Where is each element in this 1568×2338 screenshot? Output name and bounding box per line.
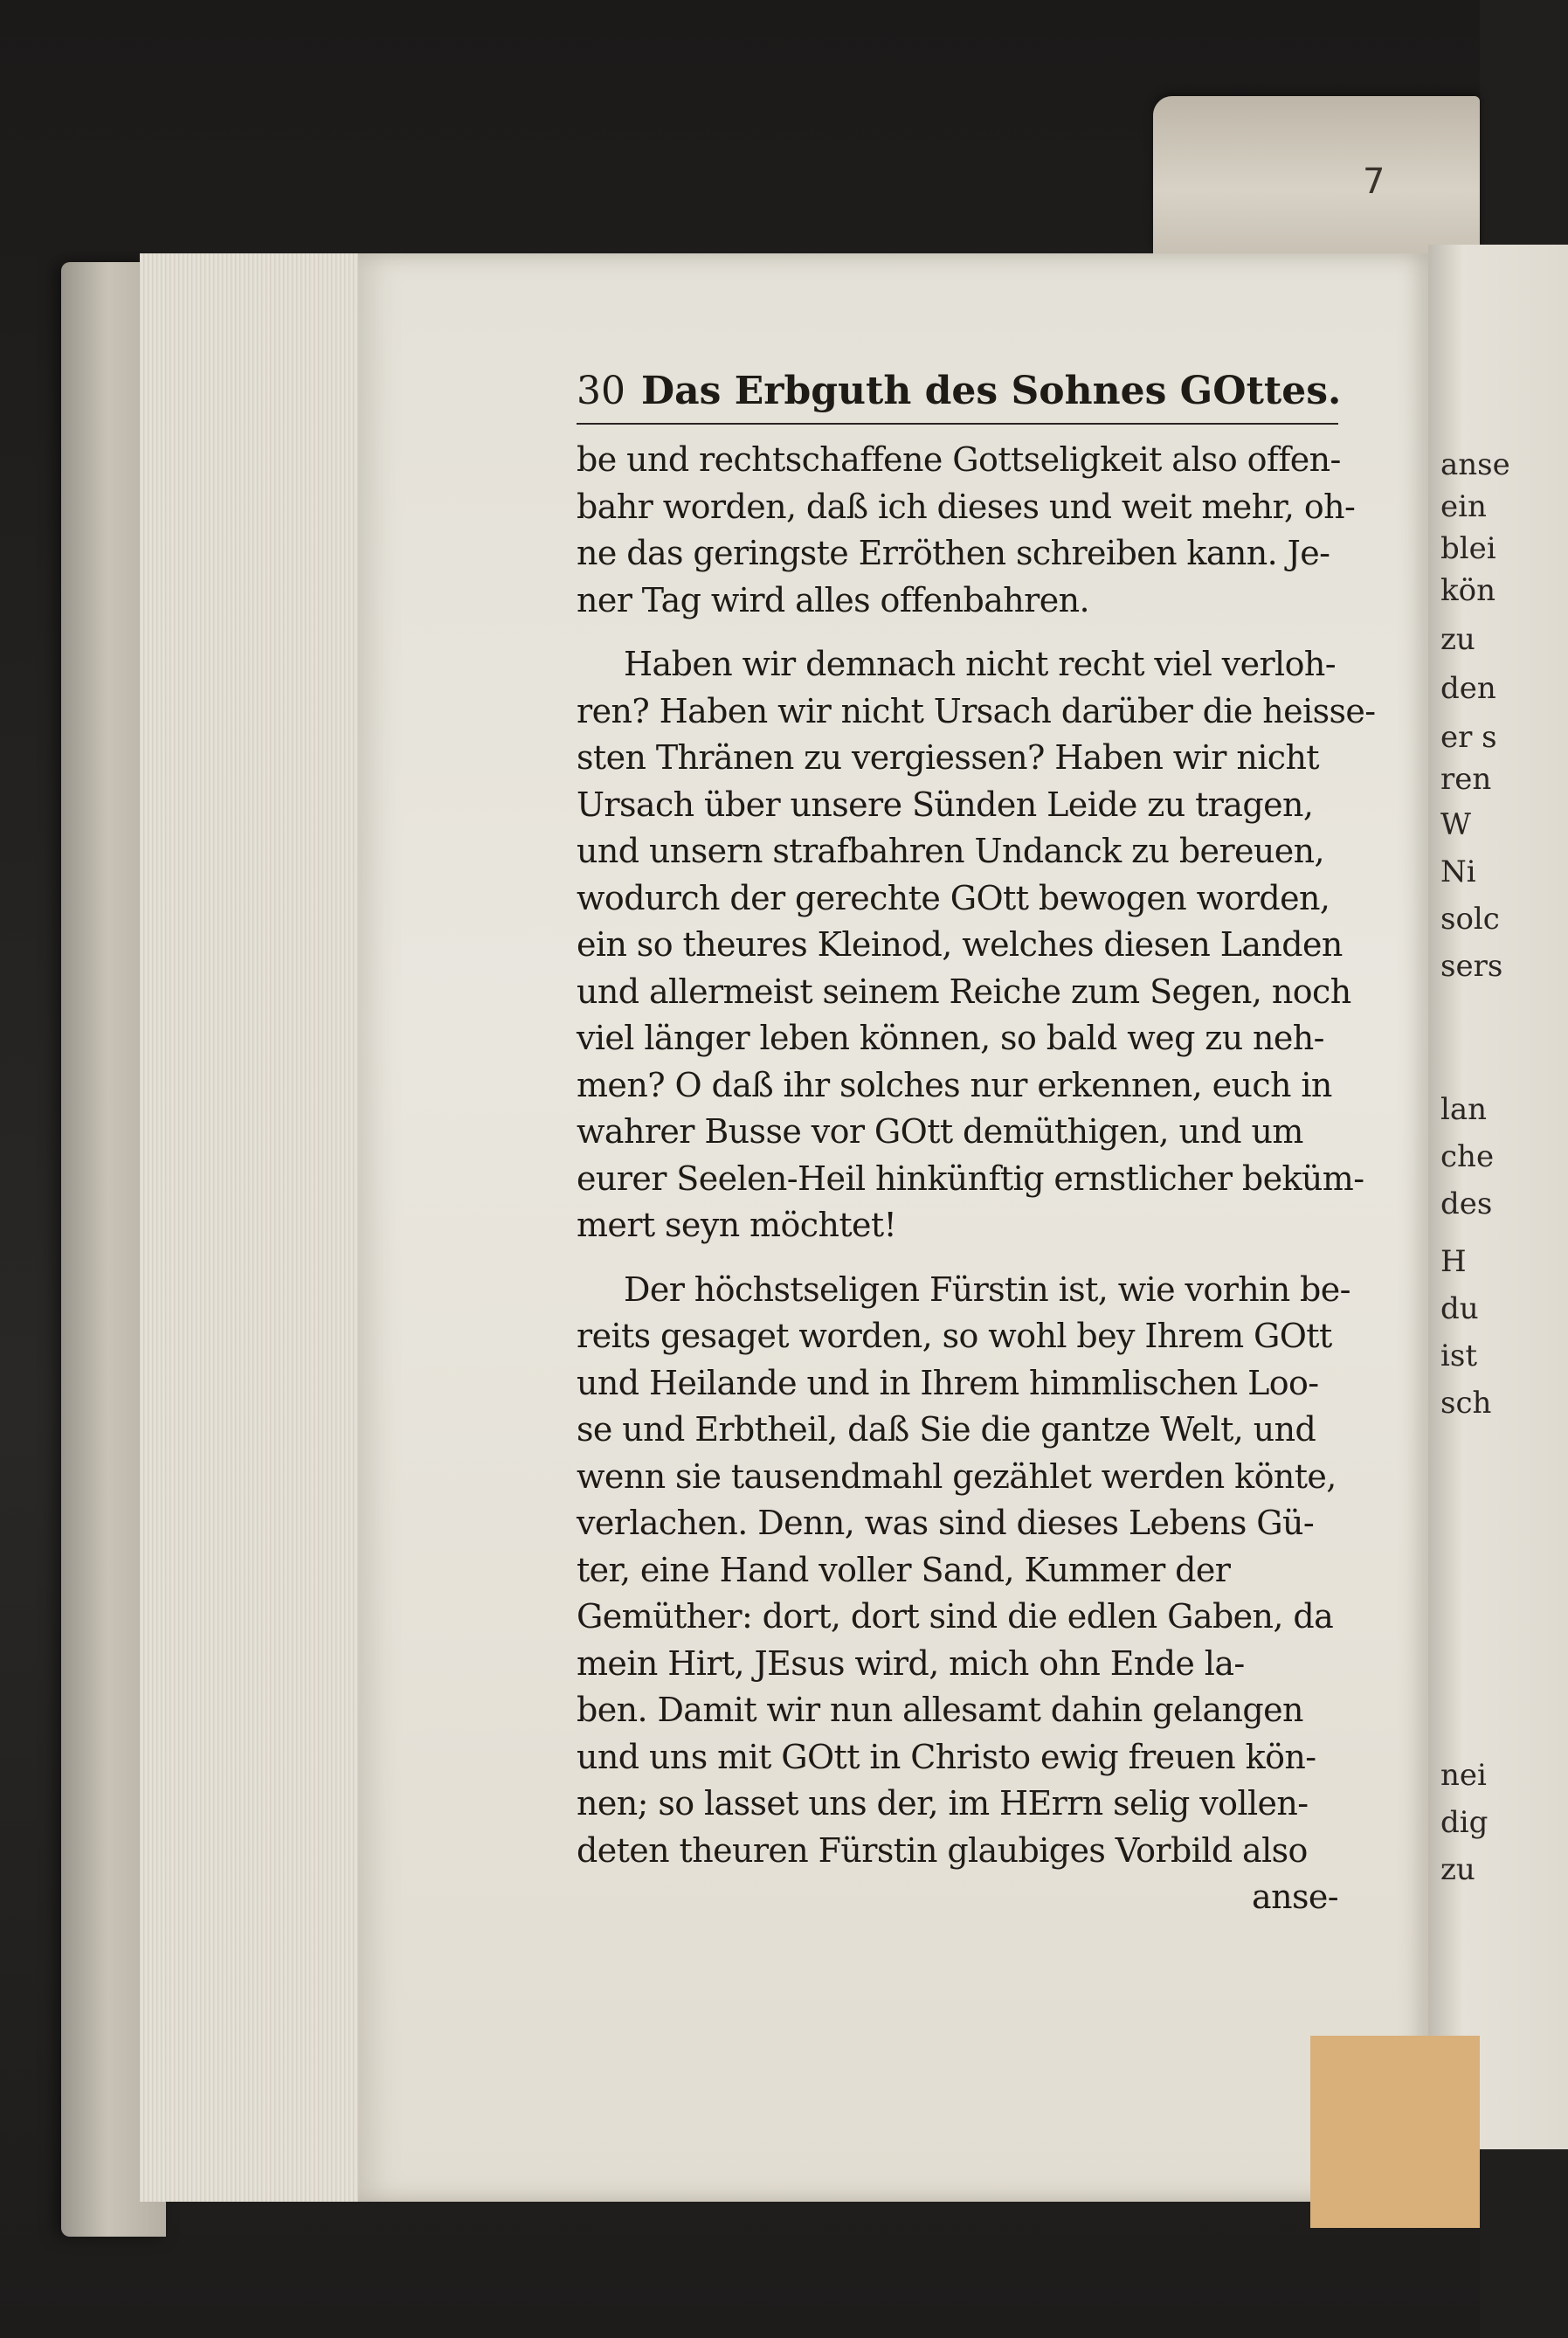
facing-page-fragment: W	[1440, 807, 1471, 842]
facing-page-fragment: sch	[1440, 1386, 1492, 1421]
facing-page-fragment: zu	[1440, 622, 1475, 657]
facing-page-fragment: Ni	[1440, 854, 1476, 889]
paragraph	[577, 641, 1376, 1249]
page-number: 30	[577, 369, 625, 413]
text-line: und unsern strafbahren Undanck zu bereuen,	[577, 832, 1325, 870]
text-line: ben. Damit wir nun allesamt dahin gelangen	[577, 1691, 1303, 1729]
text-line: deten theuren Fürstin glaubiges Vorbild also	[577, 1830, 1308, 1870]
text-line: sten Thränen zu vergiessen? Haben wir nicht	[577, 738, 1319, 777]
facing-page-fragment: nei	[1440, 1758, 1487, 1793]
paragraph	[577, 1267, 1350, 1875]
facing-page-fragment: den	[1440, 671, 1496, 706]
text-line: wenn sie tausendmahl gezählet werden könte,	[577, 1456, 1337, 1496]
text-line: und uns mit GOtt in Christo ewig freuen kön-	[577, 1737, 1316, 1776]
text-line: Der höchstseligen Fürstin ist, wie vorhin be-	[624, 1269, 1350, 1309]
catchword: anse-	[1252, 1878, 1338, 1916]
text-line: verlachen. Denn, was sind dieses Lebens Gü-	[577, 1504, 1315, 1542]
text-line: nen; so lasset uns der, im HErrn selig vollen-	[577, 1784, 1309, 1823]
text-line: wodurch der gerechte GOtt bewogen worden,	[577, 878, 1330, 917]
text-line: ter, eine Hand voller Sand, Kummer der	[577, 1550, 1231, 1589]
facing-page-fragment: che	[1440, 1139, 1495, 1174]
page-tabs	[1153, 96, 1480, 253]
facing-page-fragment: sers	[1440, 949, 1503, 984]
paragraph	[577, 437, 1356, 624]
text-line: ein so theures Kleinod, welches diesen Landen	[577, 925, 1343, 964]
text-line: und allermeist seinem Reiche zum Segen, noch	[577, 972, 1351, 1011]
bookmark-strip	[1310, 2036, 1480, 2228]
facing-page-fragment: H	[1440, 1244, 1467, 1279]
running-head: Das Erbguth des Sohnes GOttes.	[641, 369, 1342, 413]
page-text	[577, 365, 1376, 1921]
text-line: men? O daß ihr solches nur erkennen, euch in	[577, 1065, 1332, 1104]
text-line: wahrer Busse vor GOtt demüthigen, und um	[577, 1112, 1303, 1151]
text-line: eurer Seelen-Heil hinkünftig ernstlicher beküm-	[577, 1159, 1364, 1198]
text-line: se und Erbtheil, daß Sie die gantze Welt, und	[577, 1410, 1316, 1449]
running-header	[577, 365, 1342, 425]
text-line: mein Hirt, JEsus wird, mich ohn Ende la-	[577, 1643, 1245, 1683]
facing-page-fragment: du	[1440, 1291, 1479, 1326]
text-line: bahr worden, daß ich dieses und weit mehr, oh-	[577, 487, 1356, 526]
text-line: Ursach über unsere Sünden Leide zu tragen,	[577, 785, 1314, 824]
facing-page-fragment: zu	[1440, 1852, 1475, 1887]
text-line: reits gesaget worden, so wohl bey Ihrem GOtt	[577, 1317, 1332, 1355]
facing-page	[1428, 245, 1568, 2149]
text-line: ren? Haben wir nicht Ursach darüber die heisse-	[577, 691, 1376, 730]
text-line: Haben wir demnach nicht recht viel verloh-	[624, 645, 1336, 683]
text-line: viel länger leben können, so bald weg zu neh-	[577, 1019, 1324, 1057]
facing-page-fragment: ist	[1440, 1338, 1477, 1373]
text-line: mert seyn möchtet!	[577, 1206, 897, 1244]
facing-page-fragment: lan	[1440, 1092, 1488, 1127]
facing-page-fragment: ein	[1440, 489, 1487, 524]
text-line: be und rechtschaffene Gottseligkeit also offen-	[577, 440, 1341, 479]
facing-page-fragment: er s	[1440, 720, 1497, 755]
facing-page-fragment: anse	[1440, 447, 1510, 482]
text-line: Gemüther: dort, dort sind die edlen Gaben, da	[577, 1597, 1334, 1636]
tab-label: 7	[1363, 162, 1385, 202]
text-line: und Heilande und in Ihrem himmlischen Loo-	[577, 1363, 1319, 1402]
text-line: ner Tag wird alles offenbahren.	[577, 580, 1089, 619]
facing-page-fragment: des	[1440, 1186, 1493, 1221]
facing-page-fragment: dig	[1440, 1805, 1489, 1840]
text-line: ne das geringste Erröthen schreiben kann. Je-	[577, 534, 1330, 572]
facing-page-fragment: blei	[1440, 531, 1496, 566]
facing-page-fragment: kön	[1440, 573, 1495, 608]
facing-page-fragment: solc	[1440, 902, 1500, 937]
facing-page-fragment: ren	[1440, 762, 1492, 797]
